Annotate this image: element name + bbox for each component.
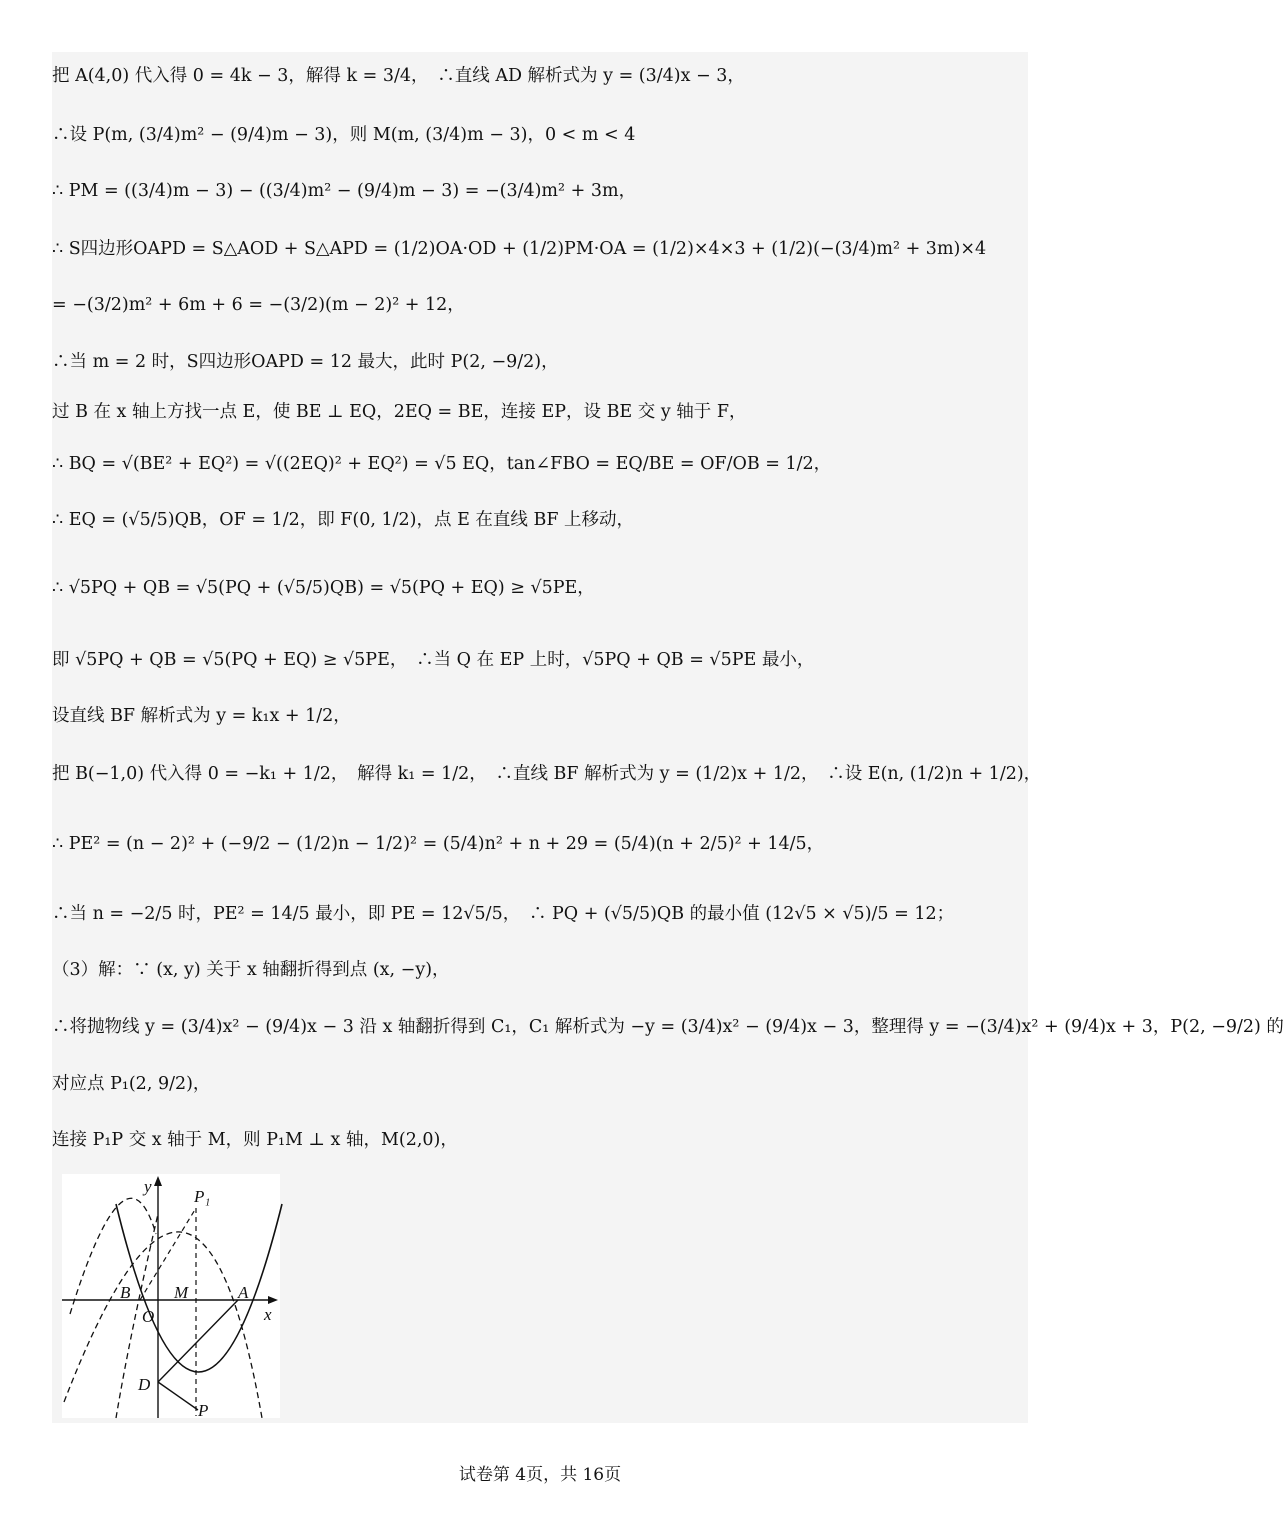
point-label-p1: P₁: [194, 1187, 211, 1206]
solution-line: ∴当 n = −2/5 时，PE² = 14/5 最小，即 PE = 12√5/5， ∴ PQ + (√5/5)QB 的最小值 (12√5 × √5)/5 = 12；: [52, 904, 955, 924]
solution-line: 把 B(−1,0) 代入得 0 = −k₁ + 1/2， 解得 k₁ = 1/2， ∴直线 BF 解析式为 y = (1/2)x + 1/2， ∴设 E(n, (1/2)n + 1/2)，: [52, 764, 1042, 784]
axis-y-label: y: [144, 1177, 152, 1196]
parabola-figure: [62, 1174, 280, 1418]
solution-line: （3）解：∵ (x, y) 关于 x 轴翻折得到点 (x, −y)，: [52, 960, 450, 980]
axis-x-label: x: [264, 1305, 272, 1324]
parabola-diagram: [62, 1174, 280, 1418]
solution-line: ∴ PE² = (n − 2)² + (−9/2 − (1/2)n − 1/2)² = (5/4)n² + n + 29 = (5/4)(n + 2/5)² + 14/5，: [52, 834, 825, 854]
solution-line: 设直线 BF 解析式为 y = k₁x + 1/2，: [52, 706, 351, 726]
solution-line: ∴当 m = 2 时，S四边形OAPD = 12 最大，此时 P(2, −9/2)，: [52, 352, 559, 372]
line-ad: [158, 1300, 238, 1382]
point-label-o: O: [142, 1307, 155, 1326]
solution-line: ∴ BQ = √(BE² + EQ²) = √((2EQ)² + EQ²) = √5 EQ，tan∠FBO = EQ/BE = OF/OB = 1/2，: [52, 454, 832, 474]
solution-line: 即 √5PQ + QB = √5(PQ + EQ) ≥ √5PE， ∴当 Q 在 EP 上时，√5PQ + QB = √5PE 最小，: [52, 650, 815, 670]
solution-line: ∴设 P(m, (3/4)m² − (9/4)m − 3)，则 M(m, (3/4)m − 3)，0 < m < 4: [52, 125, 636, 145]
line-dp: [158, 1382, 198, 1410]
point-label-p: P: [198, 1401, 209, 1420]
solution-line: ∴ S四边形OAPD = S△AOD + S△APD = (1/2)OA·OD + (1/2)PM·OA = (1/2)×4×3 + (1/2)(−(3/4)m² + 3m)×4: [52, 239, 987, 259]
x-axis-arrow: [268, 1296, 278, 1304]
solution-line: 连接 P₁P 交 x 轴于 M，则 P₁M ⊥ x 轴，M(2,0)，: [52, 1130, 458, 1150]
solution-line: 把 A(4,0) 代入得 0 = 4k − 3，解得 k = 3/4， ∴直线 AD 解析式为 y = (3/4)x − 3，: [52, 66, 745, 86]
solution-line: ∴将抛物线 y = (3/4)x² − (9/4)x − 3 沿 x 轴翻折得到 C₁，C₁ 解析式为 −y = (3/4)x² − (9/4)x − 3，整理得 y = −(3/4)x² + (9/4)x + 3，P(2, −9/2) 的: [52, 1017, 1284, 1037]
solution-line: ∴ √5PQ + QB = √5(PQ + (√5/5)QB) = √5(PQ + EQ) ≥ √5PE，: [52, 578, 595, 598]
solution-line: 对应点 P₁(2, 9/2)，: [52, 1074, 211, 1094]
solution-line: = −(3/2)m² + 6m + 6 = −(3/2)(m − 2)² + 12，: [52, 295, 465, 315]
page-footer: 试卷第 4页，共 16页: [458, 1465, 622, 1485]
y-axis-arrow: [154, 1176, 162, 1186]
point-label-a: A: [238, 1283, 249, 1302]
point-label-m: M: [174, 1283, 189, 1302]
parabola-reflected: [64, 1232, 262, 1418]
point-label-d: D: [138, 1375, 151, 1394]
solution-sheet: [52, 52, 1284, 1423]
point-label-b: B: [120, 1283, 131, 1302]
solution-line: 过 B 在 x 轴上方找一点 E，使 BE ⊥ EQ，2EQ = BE，连接 EP，设 BE 交 y 轴于 F，: [52, 402, 747, 422]
solution-line: ∴ PM = ((3/4)m − 3) − ((3/4)m² − (9/4)m − 3) = −(3/4)m² + 3m，: [52, 181, 637, 201]
solution-line: ∴ EQ = (√5/5)QB，OF = 1/2，即 F(0, 1/2)，点 E 在直线 BF 上移动，: [52, 510, 635, 530]
